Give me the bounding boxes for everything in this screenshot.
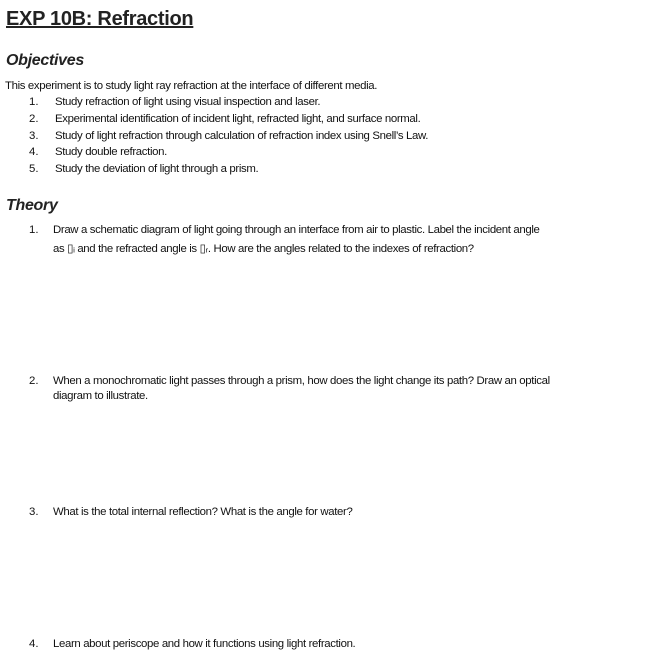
list-item: Experimental identification of incident light, refracted light, and surface normal. — [55, 113, 421, 125]
list-item: Study double refraction. — [55, 146, 167, 158]
list-item: Study refraction of light using visual inspection and laser. — [55, 96, 321, 108]
document-title: EXP 10B: Refraction — [6, 8, 194, 30]
list-item-number: 3. — [29, 130, 39, 142]
question-text: What is the total internal reflection? What is the angle for water? — [53, 506, 353, 518]
question-number: 3. — [29, 506, 39, 518]
list-item-number: 1. — [29, 96, 39, 108]
question-number: 2. — [29, 375, 39, 387]
list-item: Study the deviation of light through a prism. — [55, 163, 259, 175]
question-text: When a monochromatic light passes through a prism, how does the light change its path? Draw an optical — [53, 375, 550, 387]
list-item-number: 5. — [29, 163, 39, 175]
objectives-heading: Objectives — [6, 52, 84, 69]
list-item-number: 2. — [29, 113, 39, 125]
list-item: Study of light refraction through calculation of refraction index using Snell’s Law. — [55, 130, 429, 142]
question-text: Learn about periscope and how it functions using light refraction. — [53, 638, 356, 650]
objectives-intro: This experiment is to study light ray refraction at the interface of different media. — [5, 80, 378, 92]
question-text: Draw a schematic diagram of light going through an interface from air to plastic. Label the incident angle — [53, 224, 540, 236]
theory-heading: Theory — [6, 197, 58, 214]
question-text: as ▯ᵢ and the refracted angle is ▯ᵣ. How are the angles related to the indexes of refraction? — [53, 243, 474, 255]
question-number: 4. — [29, 638, 39, 650]
question-number: 1. — [29, 224, 39, 236]
list-item-number: 4. — [29, 146, 39, 158]
question-text: diagram to illustrate. — [53, 390, 148, 402]
